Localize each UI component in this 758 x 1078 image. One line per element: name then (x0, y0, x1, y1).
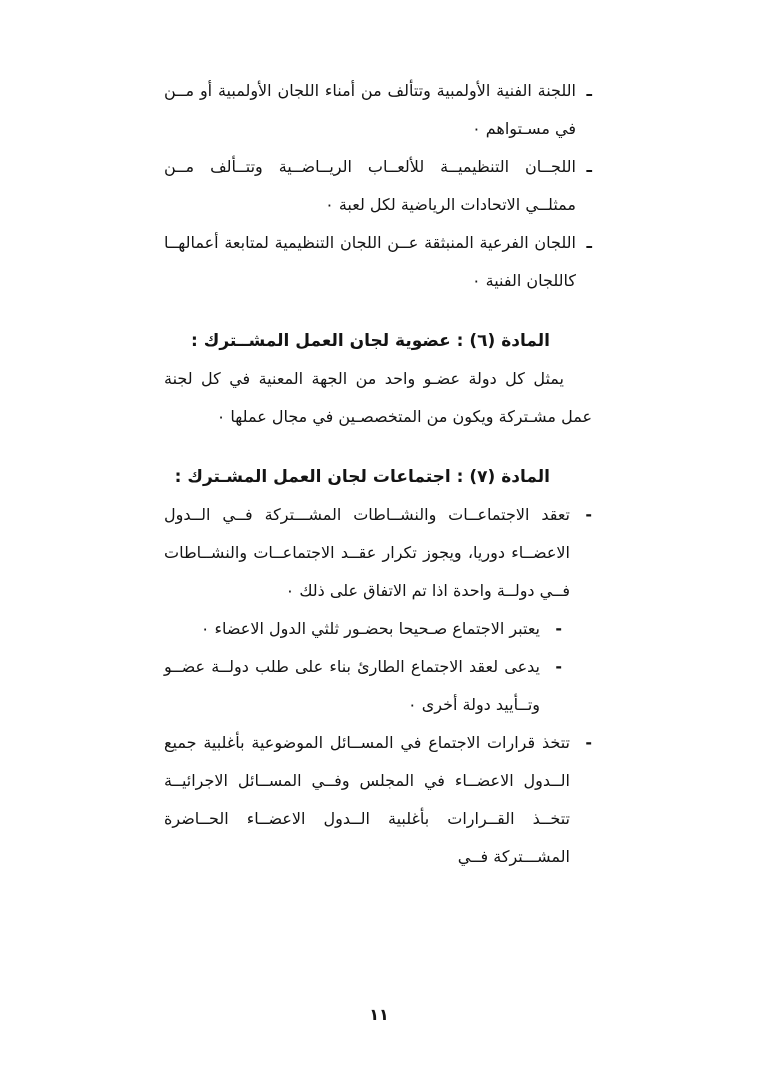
list-item-text: تعقد الاجتماعــات والنشــاطات المشـــتركة فــي الــدول الاعضــاء دوريا، ويجوز تكرار عقــد الاجتماعــات والنشــاطات فــي دولــة واحدة اذا تم الاتفاق على ذلك ٠ (164, 505, 570, 600)
dash-marker: - (555, 619, 562, 638)
dash-marker: - (585, 505, 592, 524)
list-item-text: اللجان الفرعية المنبثقة عــن اللجان التنظيمية لمتابعة أعمالهــا كاللجان الفنية ٠ (164, 233, 576, 290)
dash-marker: ـ (586, 233, 592, 252)
list-item-text: يعتبر الاجتماع صـحيحا بحضـور ثلثي الدول الاعضاء ٠ (200, 619, 540, 638)
list-item (164, 648, 562, 724)
section-6-heading: المادة (٦) : عضوية لجان العمل المشــترك : (191, 331, 550, 351)
list-item (164, 496, 592, 610)
list-item (164, 72, 592, 148)
committee-types-list (164, 72, 592, 300)
list-item-text: اللجنة الفنية الأولمبية وتتألف من أمناء اللجان الأولمبية أو مــن في مسـتواهم ٠ (164, 81, 576, 138)
list-item-text: اللجــان التنظيميــة للألعــاب الريــاضــية وتتــألف مــن ممثلــي الاتحادات الرياضية لكل لعبة ٠ (164, 157, 576, 214)
list-item (164, 224, 592, 300)
list-item-text: تتخذ قرارات الاجتماع في المســائل الموضوعية بأغلبية جميع الــدول الاعضــاء في المجلس وفــي المســائل الاجرائيــة تتخــذ القــرارات بأغلبية الــدول الاعضــاء الحــاضرة المشـــتركة فــي (164, 733, 570, 866)
list-item-text: يدعى لعقد الاجتماع الطارئ بناء على طلب دولــة عضــو وتــأييد دولة أخرى ٠ (164, 657, 540, 714)
list-item (164, 724, 592, 876)
dash-marker: ـ (586, 81, 592, 100)
section-7-heading: المادة (٧) : اجتماعات لجان العمل المشـترك : (174, 467, 550, 487)
list-item (164, 148, 592, 224)
meetings-rules-list (164, 496, 592, 876)
dash-marker: ـ (586, 157, 592, 176)
document-content (164, 72, 592, 876)
dash-marker: - (585, 733, 592, 752)
list-item (164, 610, 562, 648)
section-6-body: يمثل كل دولة عضـو واحد من الجهة المعنية في كل لجنة عمل مشـتركة ويكون من المتخصصـين في مجال عملها ٠ (164, 369, 592, 426)
dash-marker: - (555, 657, 562, 676)
page-number: ١١ (369, 1005, 389, 1024)
